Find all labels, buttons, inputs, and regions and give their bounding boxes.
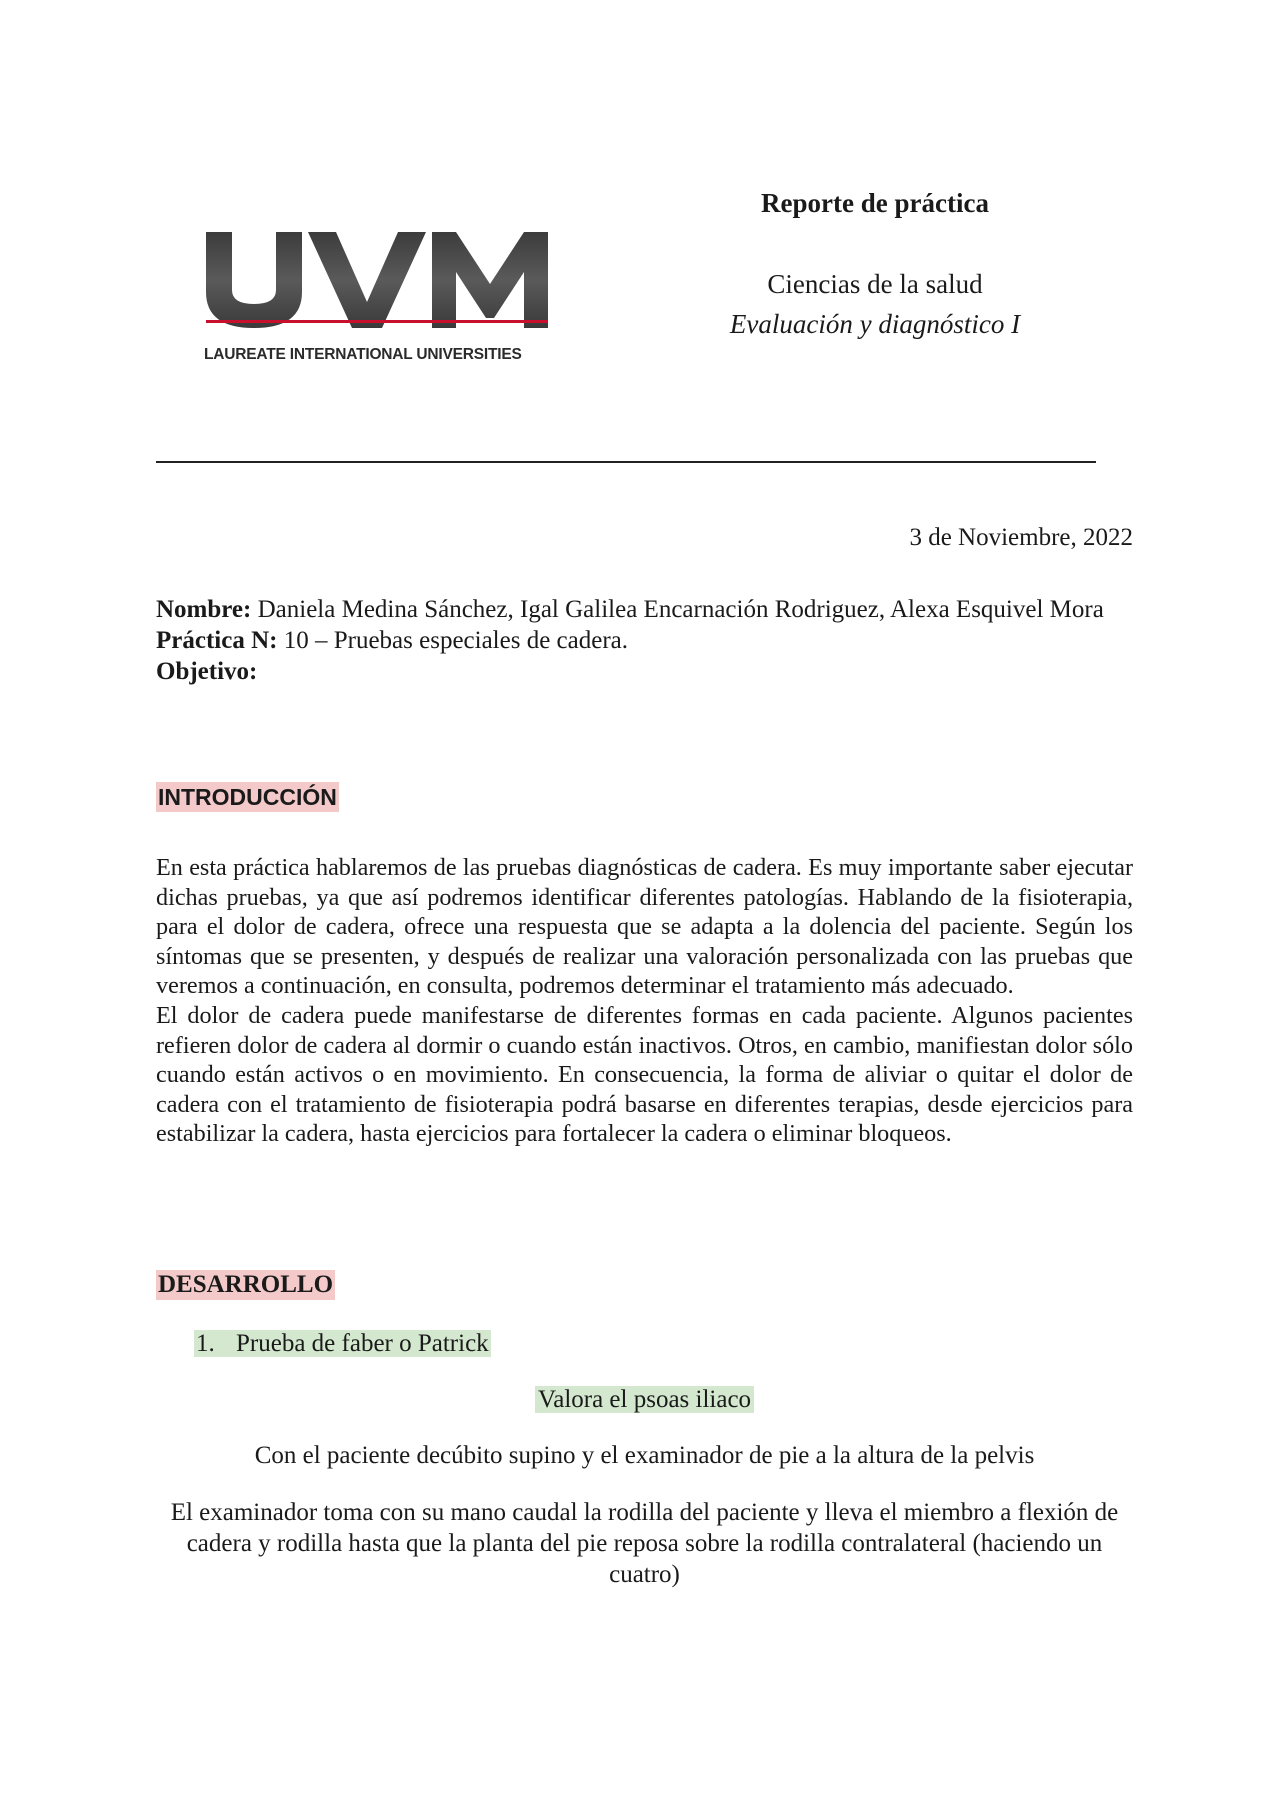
objective-label: Objetivo: [156, 658, 258, 685]
practice-label: Práctica N: [156, 627, 278, 654]
introduction-paragraph-1: En esta práctica hablaremos de las pruebas diagnósticas de cadera. Es muy importante saber ejecutar dichas pruebas, ya que así podremos identificar diferentes patologías. Hablando de la fisioterapia, para el dolor de cadera, ofrece una respuesta que se adapta a la dolencia del paciente. Según los síntomas que se presenten, y después de realizar una valoración personalizada con las pruebas que veremos a continuación, en consulta, podremos determinar el tratamiento más adecuado. [156, 854, 1133, 1000]
report-title: Reporte de práctica [761, 188, 989, 218]
meta-block [156, 594, 1133, 687]
report-date: 3 de Noviembre, 2022 [909, 524, 1133, 551]
development-heading: DESARROLLO [158, 1271, 334, 1298]
header-block [640, 188, 1110, 344]
header-divider [156, 461, 1096, 463]
practice-line [156, 625, 1133, 656]
logo-accent-bar [206, 320, 548, 323]
procedure-text: El examinador toma con su mano caudal la rodilla del paciente y lleva el miembro a flexión de cadera y rodilla hasta que la planta del pie reposa sobre la rodilla contralateral (haciendo un cuatro) [170, 1499, 1119, 1588]
list-item-title: Prueba de faber o Patrick [236, 1330, 489, 1357]
objective-line [156, 656, 1133, 687]
assesses-text: Valora el psoas iliaco [535, 1386, 754, 1413]
list-item [194, 1330, 491, 1358]
subject-area: Ciencias de la salud [767, 269, 983, 299]
introduction-heading: INTRODUCCIÓN [158, 784, 337, 810]
uvm-logo-letters [204, 232, 549, 328]
assesses-line [156, 1384, 1133, 1415]
name-label: Nombre: [156, 596, 252, 623]
introduction-body [156, 853, 1133, 1149]
list-item-number: 1. [196, 1330, 215, 1357]
practice-value: 10 – Pruebas especiales de cadera. [277, 627, 629, 654]
introduction-paragraph-2: El dolor de cadera puede manifestarse de diferentes formas en cada paciente. Algunos pacientes refieren dolor de cadera al dormir o cuando están inactivos. Otros, en cambio, manifiestan dolor sólo cuando están activos o en movimiento. En consecuencia, la forma de aliviar o quitar el dolor de cadera con el tratamiento de fisioterapia podrá basarse en diferentes terapias, desde ejercicios para estabilizar la cadera, hasta ejercicios para fortalecer la cadera o eliminar bloqueos. [156, 1001, 1133, 1148]
name-value: Daniela Medina Sánchez, Igal Galilea Encarnación Rodriguez, Alexa Esquivel Mora [251, 596, 1104, 623]
logo-subtitle: LAUREATE INTERNATIONAL UNIVERSITIES [204, 346, 522, 363]
uvm-logo [204, 232, 549, 372]
course-name: Evaluación y diagnóstico I [729, 309, 1021, 339]
position-text: Con el paciente decúbito supino y el examinador de pie a la altura de la pelvis [254, 1442, 1035, 1469]
name-line [156, 594, 1133, 625]
